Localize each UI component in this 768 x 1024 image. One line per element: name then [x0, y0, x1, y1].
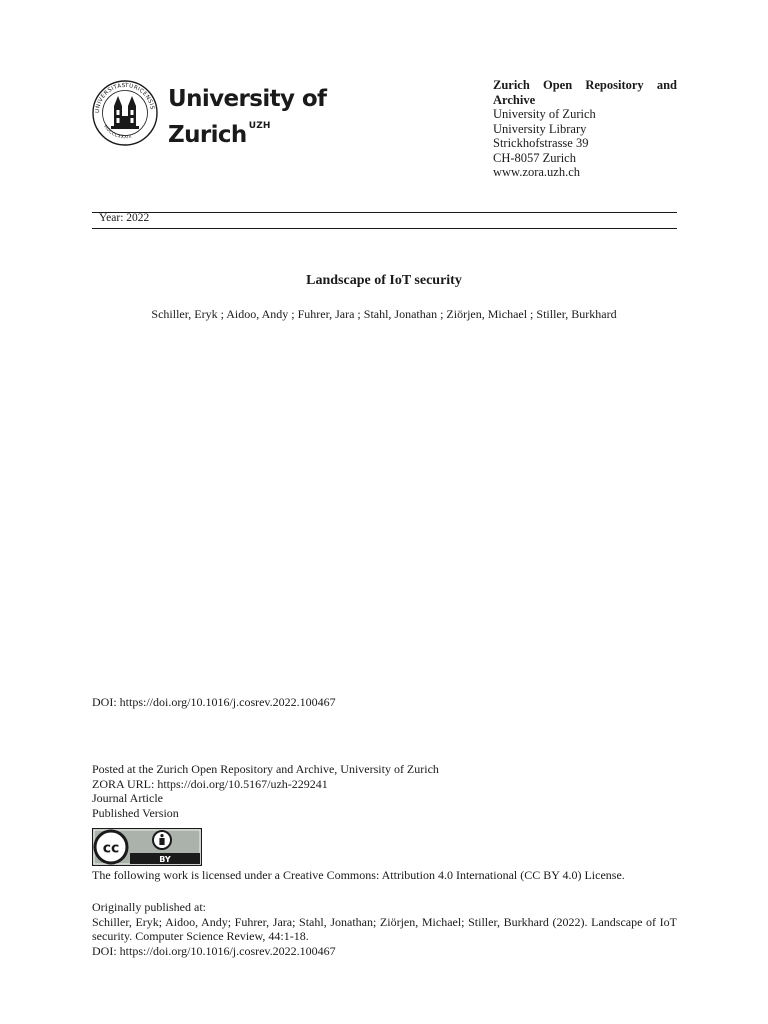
logo-suffix: UZH	[248, 121, 271, 131]
original-publication	[92, 900, 677, 958]
doi-link[interactable]: DOI: https://doi.org/10.1016/j.cosrev.2022.100467	[92, 695, 336, 709]
paper-authors: Schiller, Eryk ; Aidoo, Andy ; Fuhrer, Jara ; Stahl, Jonathan ; Ziörjen, Michael ; Stiller, Burkhard	[151, 307, 617, 321]
university-logo	[92, 80, 332, 150]
posting-info	[92, 762, 439, 820]
paper-title: Landscape of IoT security	[306, 273, 462, 288]
repository-address	[493, 78, 677, 180]
license-statement: The following work is licensed under a Creative Commons: Attribution 4.0 International (CC BY 4.0) License.	[92, 868, 625, 882]
svg-text:TURICENSIS: TURICENSIS	[124, 82, 155, 111]
repository-url[interactable]: www.zora.uzh.ch	[493, 165, 580, 179]
logo-line-1: University of	[168, 86, 327, 112]
address-line: University of Zurich	[493, 107, 596, 121]
university-seal-icon	[92, 80, 158, 146]
top-rule	[92, 212, 677, 213]
item-type: Journal Article	[92, 791, 163, 805]
repository-name: Zurich Open Repository and Archive	[493, 78, 677, 107]
cc-by-license-icon[interactable]	[92, 828, 202, 866]
address-line: CH-8057 Zurich	[493, 150, 576, 165]
citation-doi[interactable]: DOI: https://doi.org/10.1016/j.cosrev.2022.100467	[92, 943, 336, 958]
bottom-rule	[92, 228, 677, 229]
publication-year: Year: 2022	[99, 212, 150, 224]
by-badge-label: BY	[159, 855, 171, 864]
address-line: University Library	[493, 121, 587, 136]
item-version: Published Version	[92, 805, 179, 820]
svg-text:MDCCCXXXIII: MDCCCXXXIII	[102, 124, 133, 141]
address-line: Strickhofstrasse 39	[493, 136, 589, 150]
svg-text:UNIVERSITAS: UNIVERSITAS	[94, 82, 126, 114]
cc-badge-label: cc	[102, 840, 120, 857]
citation: Schiller, Eryk; Aidoo, Andy; Fuhrer, Jara; Stahl, Jonathan; Ziörjen, Michael; Stiller, Burkhard (2022). Landscape of IoT security. Computer Science Review, 44:1-18.	[92, 914, 677, 943]
published-heading: Originally published at:	[92, 900, 206, 914]
posting-line: Posted at the Zurich Open Repository and Archive, University of Zurich	[92, 762, 439, 776]
logo-wordmark	[168, 86, 326, 149]
logo-line-2: Zurich $^{UZH}$	[168, 121, 271, 148]
zora-url[interactable]: ZORA URL: https://doi.org/10.5167/uzh-229241	[92, 776, 328, 791]
